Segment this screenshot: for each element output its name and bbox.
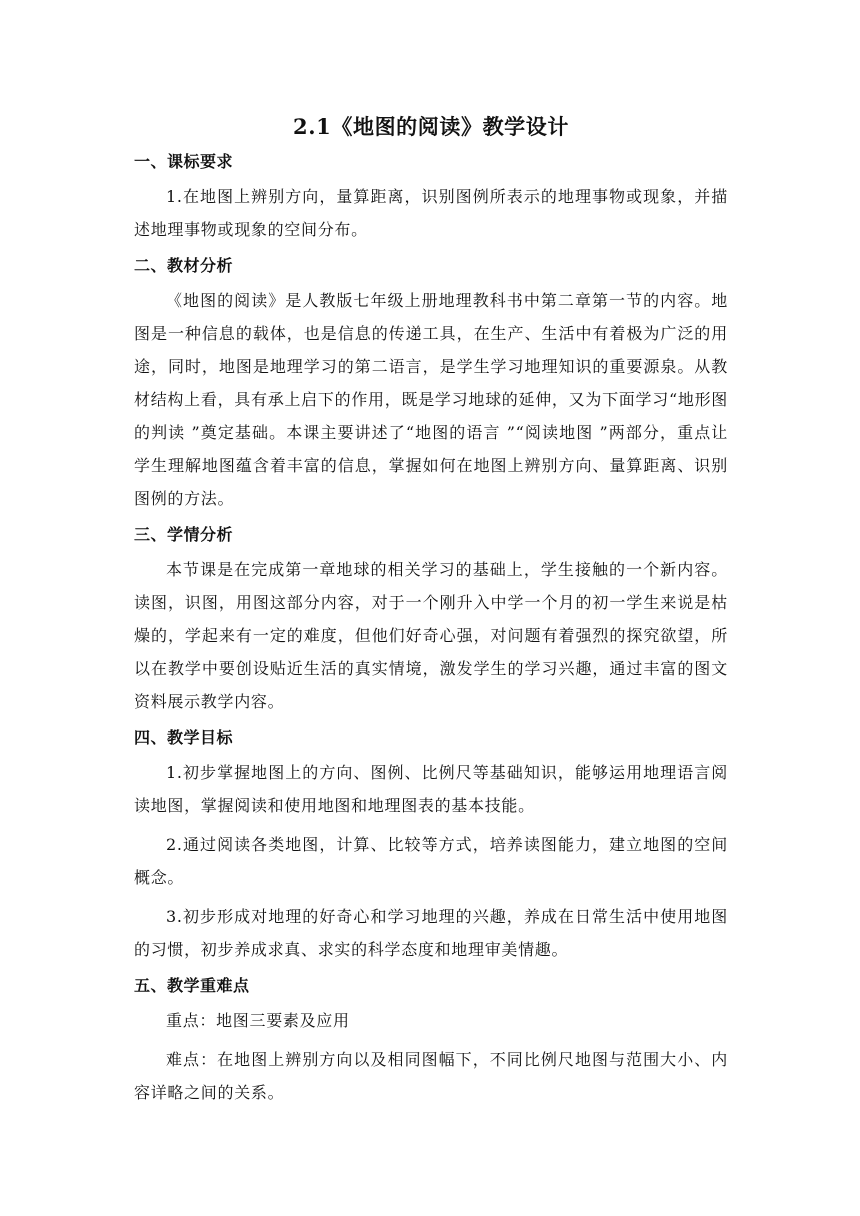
section-heading: 五、教学重难点 [134,976,250,995]
section-curriculum-requirements [134,148,728,246]
section-key-and-difficult-points [134,972,728,1109]
section-textbook-analysis [134,252,728,515]
paragraph: 3.初步形成对地理的好奇心和学习地理的兴趣，养成在日常生活中使用地图的习惯，初步养成求真、求实的科学态度和地理审美情趣。 [134,907,728,959]
section-learner-analysis [134,521,728,718]
paragraph: 重点：地图三要素及应用 [166,1011,350,1030]
section-heading: 四、教学目标 [134,728,234,747]
section-heading: 三、学情分析 [134,525,234,544]
section-teaching-objectives [134,724,728,966]
paragraph: 难点：在地图上辨别方向以及相同图幅下，不同比例尺地图与范围大小、内容详略之间的关系。 [134,1050,728,1102]
paragraph: 1.在地图上辨别方向，量算距离，识别图例所表示的地理事物或现象，并描述地理事物或现象的空间分布。 [134,187,728,239]
paragraph: 2.通过阅读各类地图，计算、比较等方式，培养读图能力，建立地图的空间概念。 [134,835,728,887]
section-heading: 一、课标要求 [134,152,234,171]
paragraph: 本节课是在完成第一章地球的相关学习的基础上，学生接触的一个新内容。读图，识图，用图这部分内容，对于一个刚升入中学一个月的初一学生来说是枯燥的，学起来有一定的难度，但他们好奇心强，对问题有着强烈的探究欲望，所以在教学中要创设贴近生活的真实情境，激发学生的学习兴趣，通过丰富的图文资料展示教学内容。 [134,560,728,711]
document-title: 2.1《地图的阅读》教学设计 [293,114,569,139]
section-heading: 二、教材分析 [134,256,234,275]
page-bottom-spacer [134,1115,728,1116]
paragraph: 1.初步掌握地图上的方向、图例、比例尺等基础知识，能够运用地理语言阅读地图，掌握阅读和使用地图和地理图表的基本技能。 [134,763,728,815]
paragraph: 《地图的阅读》是人教版七年级上册地理教科书中第二章第一节的内容。地图是一种信息的载体，也是信息的传递工具，在生产、生活中有着极为广泛的用途，同时，地图是地理学习的第二语言，是学生学习地理知识的重要源泉。从教材结构上看，具有承上启下的作用，既是学习地球的延伸，又为下面学习“地形图的判读 ”奠定基础。本课主要讲述了“地图的语言 ”“阅读地图 ”两部分，重点让学生理解地图蕴含着丰富的信息，掌握如何在地图上辨别方向、量算距离、识别图例的方法。 [134,291,728,508]
